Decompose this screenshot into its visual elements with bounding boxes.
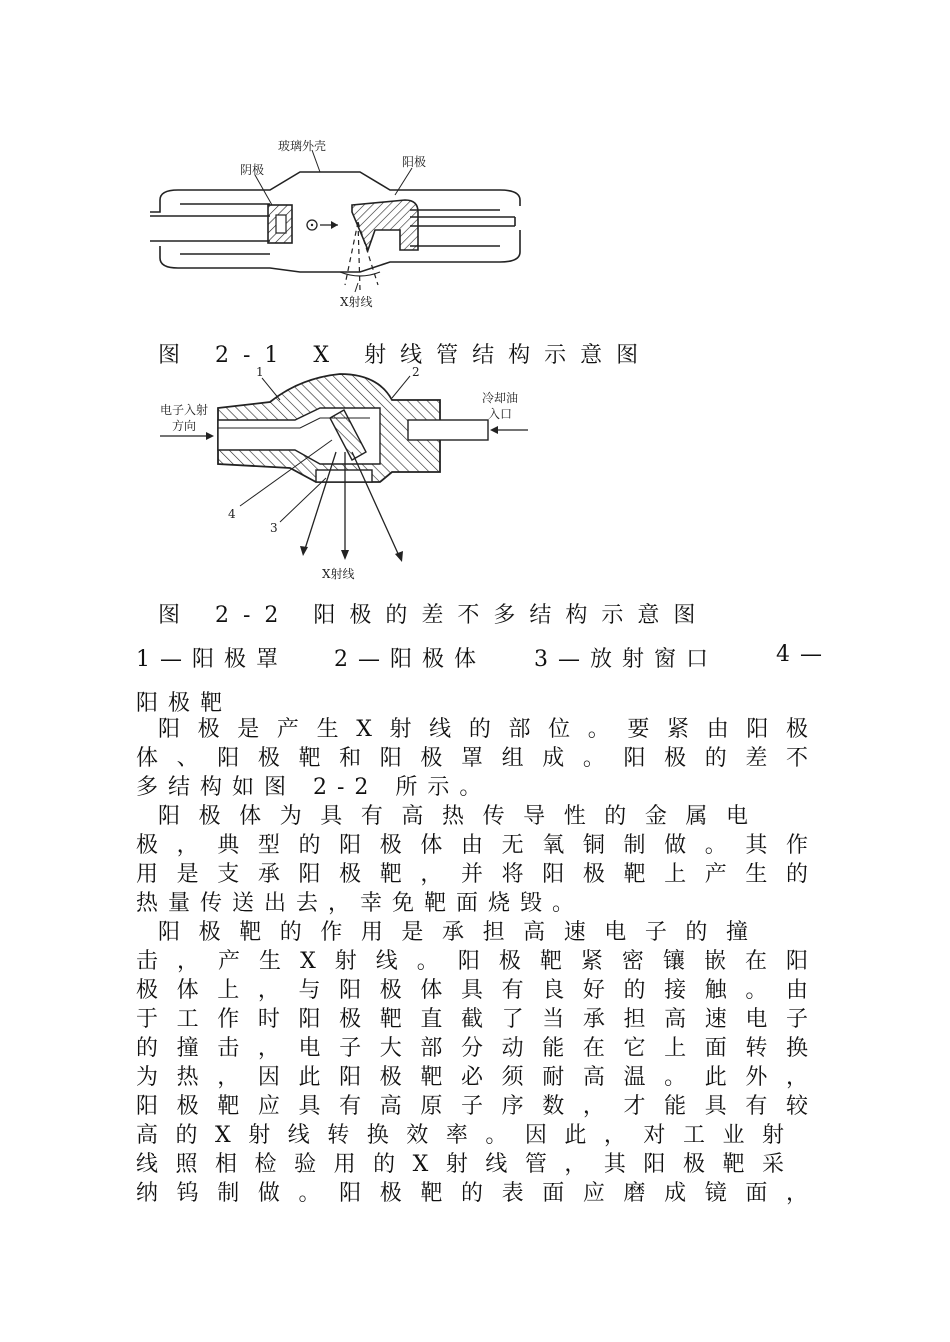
legend-item-1: 1—阳极罩 <box>136 647 288 672</box>
legend-item-4-cont: 阳极靶 <box>136 691 233 716</box>
label-oil-1: 冷却油 <box>482 391 519 405</box>
paragraph-1 <box>136 715 808 802</box>
body-text <box>136 715 808 1208</box>
label-glass: 玻璃外壳 <box>278 139 327 153</box>
paragraph-line: 多结构如图 2-2 所示。 <box>136 775 492 800</box>
paragraph-line: 用是支承阳极靶，并将阳极靶上产生的 <box>136 862 808 887</box>
figure-xray-tube <box>0 0 950 330</box>
label-part-2: 2 <box>412 365 420 379</box>
paragraph-2 <box>136 802 808 918</box>
paragraph-line: 高的X射线转换效率。因此，对工业射 <box>136 1123 784 1148</box>
legend-item-2: 2—阳极体 <box>334 647 486 672</box>
paragraph-line: 于工作时阳极靶直截了当承担高速电子 <box>136 1007 808 1032</box>
paragraph-line: 纳钨制做。阳极靶的表面应磨成镜面， <box>136 1181 808 1206</box>
figure-caption-2-2: 图 2-2 阳极的差不多结构示意图 <box>158 603 710 628</box>
label-xray-2: X射线 <box>322 567 355 581</box>
paragraph-line: 极体上，与阳极体具有良好的接触。由 <box>136 978 808 1003</box>
paragraph-line: 阳极靶应具有高原子序数，才能具有较 <box>136 1094 808 1119</box>
label-electron-2: 方向 <box>172 419 197 433</box>
paragraph-line: 击，产生X射线。阳极靶紧密镶嵌在阳 <box>136 949 808 974</box>
paragraph-line: 线照相检验用的X射线管，其阳极靶采 <box>136 1152 784 1177</box>
paragraph-line: 极，典型的阳极体由无氧铜制做。其作 <box>136 833 808 858</box>
figure-caption-2-1: 图 2-1 X 射线管结构示意图 <box>158 343 653 368</box>
label-xray-1: X射线 <box>340 295 373 309</box>
label-part-1: 1 <box>256 365 264 379</box>
paragraph-line: 为热，因此阳极靶必须耐高温。此外， <box>136 1065 808 1090</box>
label-anode: 阳极 <box>402 155 427 169</box>
label-oil-2: 入口 <box>488 407 513 421</box>
figure-anode-structure <box>0 360 950 590</box>
legend-item-4: 4— <box>776 642 832 667</box>
paragraph-line: 体、阳极靶和阳极罩组成。阳极的差不 <box>136 746 808 771</box>
paragraph-line: 阳极体为具有高热传导性的金属电 <box>158 804 748 829</box>
paragraph-3 <box>136 918 808 1208</box>
legend-item-3: 3—放射窗口 <box>534 647 718 672</box>
paragraph-line: 阳极是产生X射线的部位。要紧由阳极 <box>158 717 808 742</box>
paragraph-line: 热量传送出去，幸免靶面烧毁。 <box>136 891 585 916</box>
label-electron-1: 电子入射 <box>160 403 209 417</box>
label-part-4: 4 <box>228 507 236 521</box>
anode-block <box>352 200 418 250</box>
paragraph-line: 阳极靶的作用是承担高速电子的撞 <box>158 920 748 945</box>
label-cathode: 阴极 <box>240 163 265 177</box>
paragraph-line: 的撞击，电子大部分动能在它上面转换 <box>136 1036 808 1061</box>
label-part-3: 3 <box>270 521 278 535</box>
